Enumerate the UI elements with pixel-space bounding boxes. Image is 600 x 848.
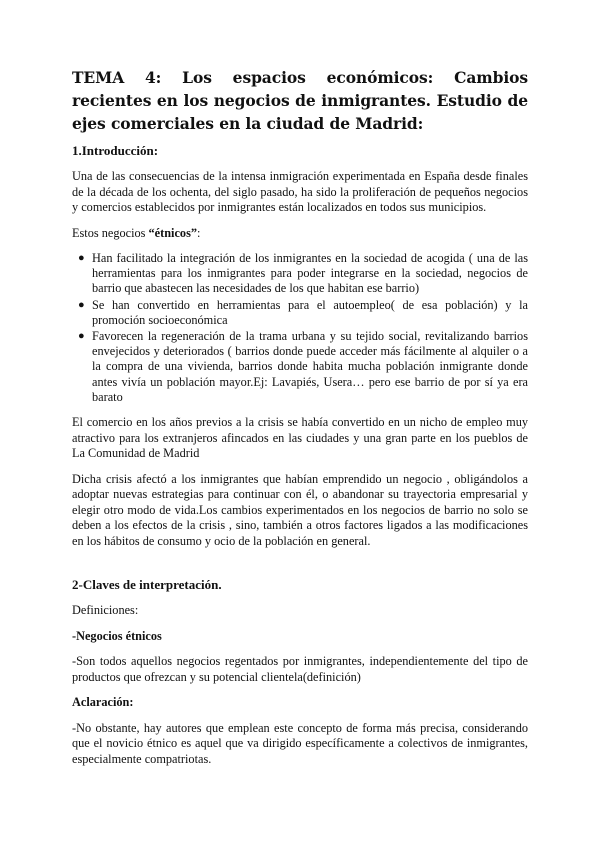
list-item-text: Se han convertido en herramientas para el autoempleo( de esa población) y la promoción socioeconómica [92, 297, 528, 327]
crisis-paragraph: Dicha crisis afectó a los inmigrantes que habían emprendido un negocio , obligándolos a adoptar nuevas estrategias para continuar con él, o abandonar su trayectoria empresarial y elegir otro modo de vida.Los cambios experimentados en los negocios de barrio no solo se deben a los efectos de la crisis , sino, también a otros factores ligados a las modificaciones en los hábitos de consumo y ocio de la población en general. [72, 471, 528, 548]
lead-prefix: Estos negocios [72, 225, 149, 240]
term-negocios-etnicos: -Negocios étnicos [72, 628, 162, 643]
section-spacer [72, 559, 528, 577]
bullet-icon: ● [78, 298, 85, 311]
commerce-paragraph: El comercio en los años previos a la crisis se había convertido en un nicho de empleo muy atractivo para los extranjeros afincados en las ciudades y una gran parte en los pueblos de La Comunidad de Madrid [72, 415, 528, 461]
lead-suffix: : [197, 225, 201, 240]
definition-paragraph: -Son todos aquellos negocios regentados por inmigrantes, independientemente del tipo de productos que ofrezcan y su potencial clientela(definición) [72, 654, 528, 684]
intro-paragraph: Una de las consecuencias de la intensa inmigración experimentada en España desde finales de la década de los ochenta, del siglo pasado, ha sido la proliferación de pequeños negocios y comercios establecidos por inmigrantes están localizados en todos sus municipios. [72, 169, 528, 214]
list-item [72, 329, 528, 405]
list-item-text: Favorecen la regeneración de la trama urbana y su tejido social, revitalizando barrios envejecidos y deteriorados ( barrios donde puede acceder más fácilmente al alquiler o a la compra de una vivienda, barrios donde habita mucha población inmigrante donde antes vivía un población mayor.Ej: Lavapiés, Usera… pero ese barrio de por sí ya era barato [92, 329, 528, 404]
definitions-label: Definiciones: [72, 603, 139, 618]
section-heading-interpretation: 2-Claves de interpretación. [72, 577, 222, 593]
ethnic-business-list [72, 251, 528, 405]
clarification-paragraph: -No obstante, hay autores que emplean este concepto de forma más precisa, considerando que el novicio étnico es aquel que va dirigido específicamente a colectivos de inmigrantes, especialmente compatriotas. [72, 720, 528, 766]
bullet-icon: ● [78, 252, 85, 264]
clarification-label: Aclaración: [72, 695, 134, 710]
list-item [72, 298, 528, 328]
page-title: TEMA 4: Los espacios económicos: Cambios recientes en los negocios de inmigrantes. Estudio de ejes comerciales en la ciudad de Madrid: [72, 68, 528, 133]
document-page [72, 66, 528, 777]
bullet-icon: ● [78, 330, 85, 343]
ethnic-business-lead [72, 226, 528, 242]
list-item [72, 251, 528, 297]
lead-bold-term: “étnicos” [148, 225, 198, 240]
section-heading-introduction: 1.Introducción: [72, 143, 159, 158]
list-item-text: Han facilitado la integración de los inmigrantes en la sociedad de acogida ( una de las herramientas para los inmigrantes para poder integrarse en la sociedad, negocios de barrio que abastecen las necesidades de los que habitan ese barrio) [92, 251, 528, 296]
